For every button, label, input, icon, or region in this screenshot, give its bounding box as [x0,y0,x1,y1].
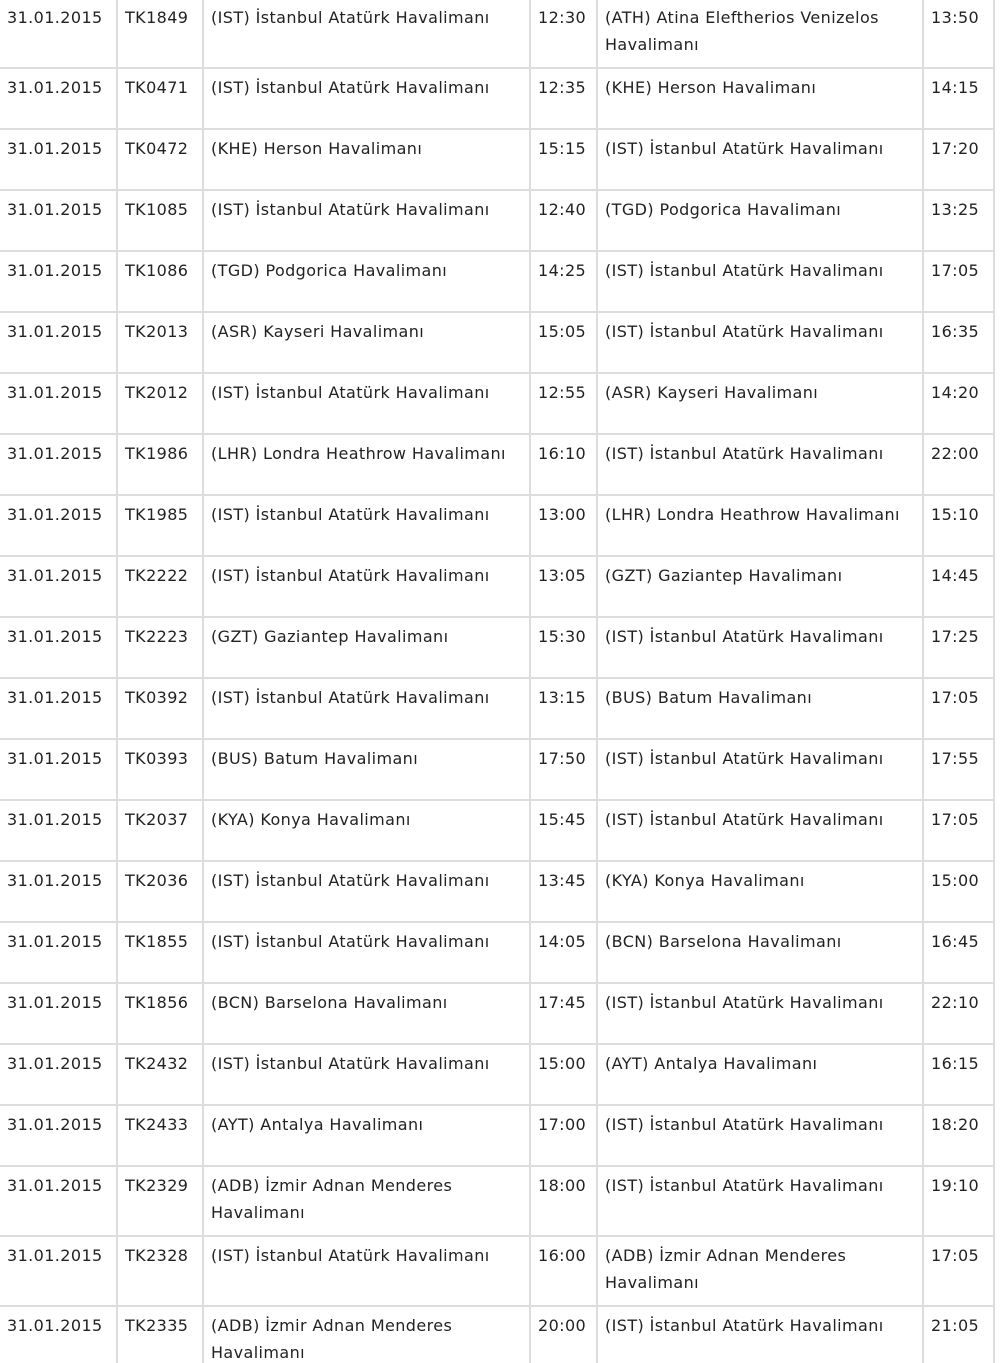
table-row [0,373,994,434]
flight-number-cell: TK2329 [117,1166,203,1236]
departure-time-cell: 16:10 [530,434,597,495]
table-row [0,434,994,495]
date-cell: 31.01.2015 [0,0,117,68]
arrival-time-cell: 17:05 [923,251,994,312]
date-cell: 31.01.2015 [0,1306,117,1363]
arrival-time-cell: 13:50 [923,0,994,68]
arrival-time-cell: 14:15 [923,68,994,129]
date-cell: 31.01.2015 [0,1236,117,1306]
departure-time-cell: 17:45 [530,983,597,1044]
departure-airport-cell: (IST) İstanbul Atatürk Havalimanı [203,678,530,739]
table-row [0,312,994,373]
arrival-airport-cell: (BUS) Batum Havalimanı [597,678,923,739]
flight-number-cell: TK0471 [117,68,203,129]
date-cell: 31.01.2015 [0,68,117,129]
date-cell: 31.01.2015 [0,190,117,251]
arrival-airport-cell: (IST) İstanbul Atatürk Havalimanı [597,312,923,373]
departure-airport-cell: (KHE) Herson Havalimanı [203,129,530,190]
date-cell: 31.01.2015 [0,1105,117,1166]
arrival-time-cell: 16:35 [923,312,994,373]
flight-number-cell: TK2433 [117,1105,203,1166]
arrival-time-cell: 19:10 [923,1166,994,1236]
flight-number-cell: TK2037 [117,800,203,861]
departure-time-cell: 16:00 [530,1236,597,1306]
departure-airport-cell: (IST) İstanbul Atatürk Havalimanı [203,1236,530,1306]
flight-number-cell: TK0392 [117,678,203,739]
flight-number-cell: TK2013 [117,312,203,373]
date-cell: 31.01.2015 [0,312,117,373]
date-cell: 31.01.2015 [0,373,117,434]
flight-number-cell: TK2335 [117,1306,203,1363]
date-cell: 31.01.2015 [0,1166,117,1236]
date-cell: 31.01.2015 [0,983,117,1044]
flight-number-cell: TK1086 [117,251,203,312]
date-cell: 31.01.2015 [0,1044,117,1105]
table-row [0,1044,994,1105]
departure-airport-cell: (IST) İstanbul Atatürk Havalimanı [203,373,530,434]
departure-airport-cell: (ADB) İzmir Adnan Menderes Havalimanı [203,1166,530,1236]
table-row [0,800,994,861]
departure-airport-cell: (BUS) Batum Havalimanı [203,739,530,800]
arrival-time-cell: 17:20 [923,129,994,190]
departure-airport-cell: (IST) İstanbul Atatürk Havalimanı [203,0,530,68]
table-row [0,678,994,739]
departure-time-cell: 13:45 [530,861,597,922]
arrival-time-cell: 17:05 [923,1236,994,1306]
table-row [0,495,994,556]
arrival-airport-cell: (GZT) Gaziantep Havalimanı [597,556,923,617]
departure-airport-cell: (IST) İstanbul Atatürk Havalimanı [203,68,530,129]
arrival-airport-cell: (LHR) Londra Heathrow Havalimanı [597,495,923,556]
arrival-time-cell: 15:10 [923,495,994,556]
departure-time-cell: 15:45 [530,800,597,861]
table-row [0,190,994,251]
arrival-time-cell: 21:05 [923,1306,994,1363]
flight-number-cell: TK2036 [117,861,203,922]
arrival-time-cell: 16:15 [923,1044,994,1105]
arrival-airport-cell: (IST) İstanbul Atatürk Havalimanı [597,129,923,190]
departure-airport-cell: (KYA) Konya Havalimanı [203,800,530,861]
date-cell: 31.01.2015 [0,495,117,556]
arrival-airport-cell: (ADB) İzmir Adnan Menderes Havalimanı [597,1236,923,1306]
arrival-airport-cell: (IST) İstanbul Atatürk Havalimanı [597,800,923,861]
flight-number-cell: TK1085 [117,190,203,251]
departure-airport-cell: (BCN) Barselona Havalimanı [203,983,530,1044]
departure-time-cell: 15:00 [530,1044,597,1105]
date-cell: 31.01.2015 [0,678,117,739]
arrival-airport-cell: (IST) İstanbul Atatürk Havalimanı [597,983,923,1044]
arrival-airport-cell: (BCN) Barselona Havalimanı [597,922,923,983]
departure-airport-cell: (IST) İstanbul Atatürk Havalimanı [203,556,530,617]
flight-number-cell: TK0393 [117,739,203,800]
flight-number-cell: TK1849 [117,0,203,68]
flight-number-cell: TK1856 [117,983,203,1044]
arrival-airport-cell: (IST) İstanbul Atatürk Havalimanı [597,1306,923,1363]
departure-airport-cell: (ADB) İzmir Adnan Menderes Havalimanı [203,1306,530,1363]
arrival-airport-cell: (KHE) Herson Havalimanı [597,68,923,129]
table-row [0,739,994,800]
departure-airport-cell: (IST) İstanbul Atatürk Havalimanı [203,495,530,556]
departure-airport-cell: (IST) İstanbul Atatürk Havalimanı [203,190,530,251]
departure-airport-cell: (IST) İstanbul Atatürk Havalimanı [203,1044,530,1105]
table-row [0,68,994,129]
arrival-airport-cell: (KYA) Konya Havalimanı [597,861,923,922]
table-row [0,556,994,617]
departure-airport-cell: (LHR) Londra Heathrow Havalimanı [203,434,530,495]
date-cell: 31.01.2015 [0,922,117,983]
arrival-airport-cell: (ASR) Kayseri Havalimanı [597,373,923,434]
arrival-airport-cell: (AYT) Antalya Havalimanı [597,1044,923,1105]
departure-airport-cell: (AYT) Antalya Havalimanı [203,1105,530,1166]
departure-time-cell: 12:55 [530,373,597,434]
table-row [0,1166,994,1236]
arrival-time-cell: 17:05 [923,800,994,861]
arrival-time-cell: 22:00 [923,434,994,495]
table-row [0,983,994,1044]
departure-airport-cell: (TGD) Podgorica Havalimanı [203,251,530,312]
arrival-time-cell: 17:25 [923,617,994,678]
arrival-airport-cell: (IST) İstanbul Atatürk Havalimanı [597,739,923,800]
arrival-airport-cell: (IST) İstanbul Atatürk Havalimanı [597,1105,923,1166]
departure-time-cell: 18:00 [530,1166,597,1236]
arrival-airport-cell: (TGD) Podgorica Havalimanı [597,190,923,251]
flight-number-cell: TK2222 [117,556,203,617]
date-cell: 31.01.2015 [0,556,117,617]
flight-number-cell: TK2328 [117,1236,203,1306]
arrival-time-cell: 15:00 [923,861,994,922]
arrival-airport-cell: (IST) İstanbul Atatürk Havalimanı [597,251,923,312]
departure-time-cell: 13:15 [530,678,597,739]
departure-airport-cell: (IST) İstanbul Atatürk Havalimanı [203,861,530,922]
departure-airport-cell: (IST) İstanbul Atatürk Havalimanı [203,922,530,983]
table-row [0,1306,994,1363]
date-cell: 31.01.2015 [0,861,117,922]
table-row [0,922,994,983]
arrival-airport-cell: (IST) İstanbul Atatürk Havalimanı [597,1166,923,1236]
date-cell: 31.01.2015 [0,617,117,678]
arrival-time-cell: 14:20 [923,373,994,434]
date-cell: 31.01.2015 [0,434,117,495]
flight-number-cell: TK1985 [117,495,203,556]
table-row [0,251,994,312]
departure-time-cell: 12:30 [530,0,597,68]
flight-number-cell: TK0472 [117,129,203,190]
table-row [0,129,994,190]
arrival-airport-cell: (IST) İstanbul Atatürk Havalimanı [597,434,923,495]
arrival-time-cell: 13:25 [923,190,994,251]
arrival-airport-cell: (ATH) Atina Eleftherios Venizelos Havalimanı [597,0,923,68]
table-row [0,1105,994,1166]
flight-number-cell: TK2012 [117,373,203,434]
arrival-time-cell: 16:45 [923,922,994,983]
arrival-time-cell: 17:05 [923,678,994,739]
departure-time-cell: 17:00 [530,1105,597,1166]
table-row [0,0,994,68]
arrival-time-cell: 17:55 [923,739,994,800]
departure-time-cell: 15:15 [530,129,597,190]
flight-number-cell: TK2223 [117,617,203,678]
departure-time-cell: 17:50 [530,739,597,800]
departure-time-cell: 20:00 [530,1306,597,1363]
flight-number-cell: TK1986 [117,434,203,495]
departure-time-cell: 14:05 [530,922,597,983]
departure-time-cell: 13:05 [530,556,597,617]
arrival-time-cell: 14:45 [923,556,994,617]
arrival-time-cell: 22:10 [923,983,994,1044]
departure-time-cell: 13:00 [530,495,597,556]
table-row [0,617,994,678]
table-row [0,861,994,922]
date-cell: 31.01.2015 [0,129,117,190]
date-cell: 31.01.2015 [0,800,117,861]
departure-time-cell: 12:40 [530,190,597,251]
date-cell: 31.01.2015 [0,251,117,312]
departure-time-cell: 15:30 [530,617,597,678]
table-row [0,1236,994,1306]
flight-number-cell: TK2432 [117,1044,203,1105]
arrival-airport-cell: (IST) İstanbul Atatürk Havalimanı [597,617,923,678]
departure-airport-cell: (ASR) Kayseri Havalimanı [203,312,530,373]
arrival-time-cell: 18:20 [923,1105,994,1166]
date-cell: 31.01.2015 [0,739,117,800]
flight-number-cell: TK1855 [117,922,203,983]
departure-time-cell: 12:35 [530,68,597,129]
departure-airport-cell: (GZT) Gaziantep Havalimanı [203,617,530,678]
departure-time-cell: 14:25 [530,251,597,312]
departure-time-cell: 15:05 [530,312,597,373]
